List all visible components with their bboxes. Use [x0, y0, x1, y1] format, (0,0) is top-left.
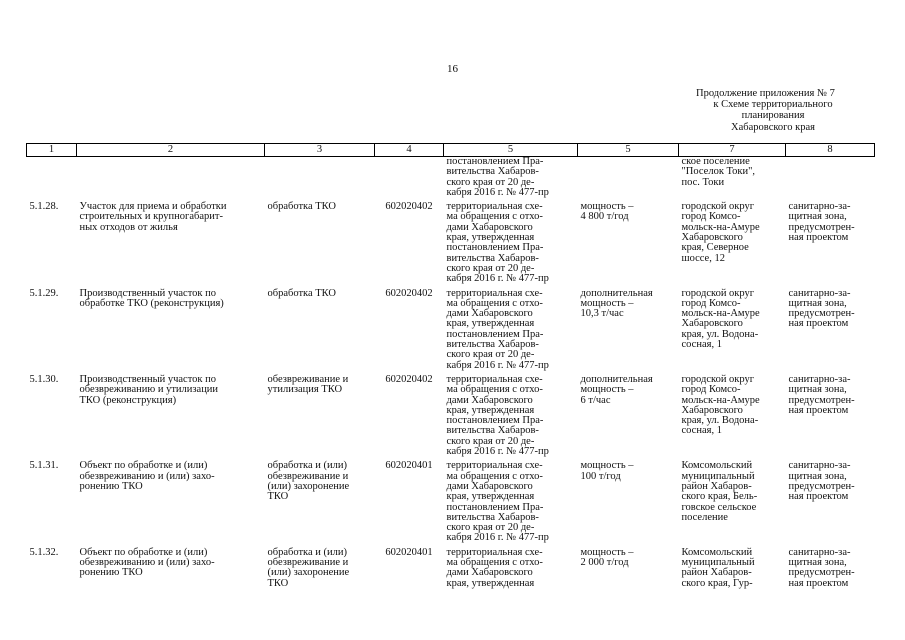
code-cell: 602020402: [385, 201, 433, 213]
capacity-cell: мощность – 2 000 т/год: [580, 546, 634, 568]
column-number-header-row: [27, 144, 875, 157]
zone-cell: санитарно-за- щитная зона, предусмотрен- ная проектом: [788, 201, 855, 244]
purpose-cell: обработка ТКО: [267, 201, 337, 213]
page-number: 16: [447, 63, 458, 75]
column-header: 1: [27, 144, 77, 157]
appendix-header: [688, 88, 858, 133]
row-number: 5.1.29.: [29, 287, 59, 299]
doc-cell: постановлением Пра- вительства Хабаров- ского края от 20 де- кабря 2016 г. № 477-пр: [446, 156, 549, 198]
capacity-cell: мощность – 4 800 т/год: [580, 201, 634, 223]
column-header: 4: [375, 144, 444, 157]
row-number: 5.1.28.: [29, 201, 59, 213]
table-row: [27, 371, 875, 457]
code-cell: 602020401: [385, 546, 433, 558]
table-row: [27, 457, 875, 543]
header-line-1: Продолжение приложения № 7: [696, 88, 835, 99]
zone-cell: санитарно-за- щитная зона, предусмотрен- ная проектом: [788, 460, 855, 503]
column-header: 5: [578, 144, 679, 157]
object-name-cell: Производственный участок по обезвреживанию и утилизации ТКО (реконструкция): [79, 373, 219, 406]
location-cell: городской округ город Комсо- мольск-на-Амуре Хабаровского края, ул. Водона- сосная, 1: [681, 287, 760, 351]
row-number: 5.1.32.: [29, 546, 59, 558]
zone-cell: санитарно-за- щитная зона, предусмотрен- ная проектом: [788, 287, 855, 330]
column-header: 5: [444, 144, 578, 157]
location-cell: городской округ город Комсо- мольск-на-Амуре Хабаровского края, Северное шоссе, 12: [681, 201, 760, 264]
doc-cell: территориальная схе- ма обращения с отхо- дами Хабаровского края, утвержденная постановлением Пра- вительства Хабаров- ского края от 20 де- кабря 2016 г. № 477-пр: [446, 373, 549, 458]
zone-cell: санитарно-за- щитная зона, предусмотрен- ная проектом: [788, 546, 855, 589]
header-line-3: планирования: [741, 110, 805, 122]
doc-cell: территориальная схе- ма обращения с отхо- дами Хабаровского края, утвержденная постановлением Пра- вительства Хабаров- ского края от 20 де- кабря 2016 г. № 477-пр: [446, 287, 549, 371]
header-line-4: Хабаровского края: [731, 121, 815, 133]
zone-cell: санитарно-за- щитная зона, предусмотрен- ная проектом: [788, 373, 855, 416]
column-header: 2: [77, 144, 265, 157]
table-row: [27, 544, 875, 589]
purpose-cell: обезвреживание и утилизация ТКО: [267, 373, 349, 396]
object-name-cell: Производственный участок по обработке ТКО (реконструкция): [79, 287, 224, 309]
table-row: [27, 198, 875, 284]
doc-cell: территориальная схе- ма обращения с отхо- дами Хабаровского края, утвержденная постановлением Пра- вительства Хабаров- ского края от 20 де- кабря 2016 г. № 477-пр: [446, 460, 549, 544]
location-cell: Комсомольский муниципальный район Хабаров- ского края, Гур-: [681, 546, 755, 589]
object-name-cell: Участок для приема и обработки строительных и крупногабарит- ных отходов от жилья: [79, 201, 227, 233]
purpose-cell: обработка ТКО: [267, 287, 337, 299]
column-header: 3: [265, 144, 375, 157]
object-name-cell: Объект по обработке и (или) обезвреживанию и (или) захо- ронению ТКО: [79, 546, 215, 579]
code-cell: 602020402: [385, 373, 433, 385]
capacity-cell: мощность – 100 т/год: [580, 460, 634, 482]
code-cell: 602020401: [385, 460, 433, 472]
row-number: 5.1.31.: [29, 460, 59, 472]
location-cell: Комсомольский муниципальный район Хабаров- ского края, Бель- говское сельское поселение: [681, 460, 758, 523]
column-header: 7: [679, 144, 786, 157]
location-cell: городской округ город Комсо- мольск-на-Амуре Хабаровского края, ул. Водона- сосная, 1: [681, 373, 760, 437]
facilities-table: [26, 143, 875, 589]
doc-cell: территориальная схе- ма обращения с отхо- дами Хабаровского края, утвержденная постановлением Пра- вительства Хабаров- ского края от 20 де- кабря 2016 г. № 477-пр: [446, 201, 549, 285]
purpose-cell: обработка и (или) обезвреживание и (или) захоронение ТКО: [267, 546, 350, 589]
table-row: [27, 285, 875, 371]
code-cell: 602020402: [385, 287, 433, 299]
doc-cell: территориальная схе- ма обращения с отхо- дами Хабаровского края, утвержденная: [446, 546, 543, 589]
location-cell: ское поселение "Поселок Токи", пос. Токи: [681, 156, 756, 188]
capacity-cell: дополнительная мощность – 6 т/час: [580, 373, 653, 406]
row-number: 5.1.30.: [29, 373, 59, 385]
continuation-row: [27, 157, 875, 199]
capacity-cell: дополнительная мощность – 10,3 т/час: [580, 287, 653, 320]
purpose-cell: обработка и (или) обезвреживание и (или) захоронение ТКО: [267, 460, 350, 503]
column-header: 8: [786, 144, 875, 157]
header-line-2: к Схеме территориального: [713, 99, 833, 111]
object-name-cell: Объект по обработке и (или) обезвреживанию и (или) захо- ронению ТКО: [79, 460, 215, 492]
